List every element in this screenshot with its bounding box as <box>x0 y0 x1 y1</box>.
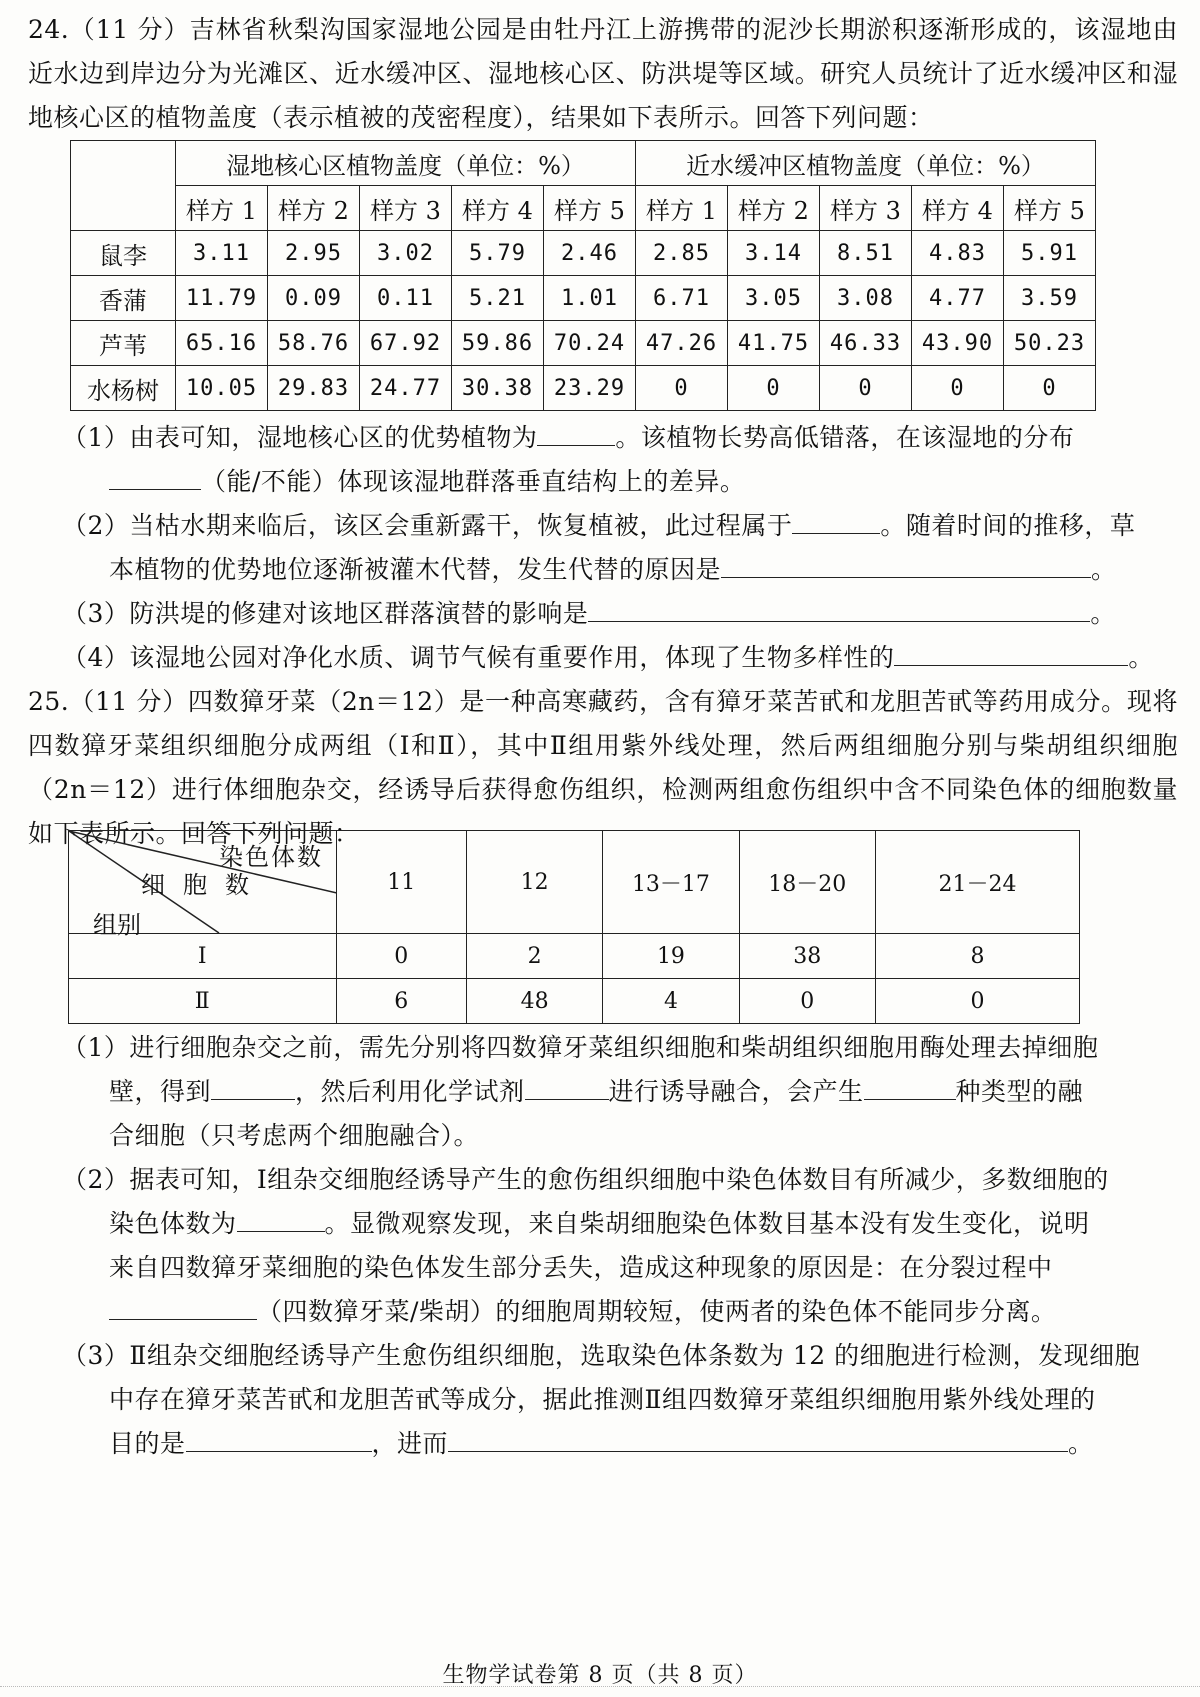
column-header-sample: 样方 4 <box>452 186 544 231</box>
coverage-value-cell: 4.77 <box>912 276 1004 321</box>
answer-blank[interactable] <box>792 505 880 534</box>
q24-s1-text-c: （能/不能）体现该湿地群落垂直结构上的差异。 <box>201 467 746 496</box>
coverage-value-cell: 8.51 <box>820 231 912 276</box>
q24-s1-text-a: （1）由表可知，湿地核心区的优势植物为 <box>62 423 538 452</box>
q24-coverage-table <box>70 140 1096 411</box>
core-zone-header: 湿地核心区植物盖度（单位：%） <box>176 141 636 186</box>
coverage-value-cell: 29.83 <box>268 366 360 411</box>
cell-count-value: 0 <box>875 979 1079 1024</box>
coverage-value-cell: 4.83 <box>912 231 1004 276</box>
q25-s1-text-f: 合细胞（只考虑两个细胞融合）。 <box>109 1121 480 1150</box>
cell-count-value: 0 <box>336 934 466 979</box>
column-header-sample: 样方 2 <box>728 186 820 231</box>
coverage-value-cell: 50.23 <box>1004 321 1096 366</box>
coverage-value-cell: 3.08 <box>820 276 912 321</box>
coverage-value-cell: 41.75 <box>728 321 820 366</box>
answer-blank[interactable] <box>525 1071 609 1100</box>
q25-s3-text-c: 目的是 <box>109 1429 186 1458</box>
q25-s1-text-c: ，然后利用化学试剂 <box>295 1077 525 1106</box>
answer-blank[interactable] <box>448 1423 1068 1452</box>
diagonal-header-cell <box>69 831 337 939</box>
q25-chromosome-table <box>68 830 1080 1024</box>
answer-blank[interactable] <box>109 461 201 490</box>
cell-count-value: 0 <box>739 979 875 1024</box>
q24-s2-text-c: 本植物的优势地位逐渐被灌木代替，发生代替的原因是 <box>109 555 722 584</box>
coverage-value-cell: 58.76 <box>268 321 360 366</box>
q24-s1-text-b: 。该植物长势高低错落，在该湿地的分布 <box>615 423 1075 452</box>
coverage-value-cell: 0 <box>728 366 820 411</box>
coverage-value-cell: 3.11 <box>176 231 268 276</box>
q24-stem: 24.（11 分）吉林省秋梨沟国家湿地公园是由牡丹江上游携带的泥沙长期淤积逐渐形成的，该湿地由近水边到岸边分为光滩区、近水缓冲区、湿地核心区、防洪堤等区域。研究人员统计了近水缓冲区和湿地核心区的植物盖度（表示植被的茂密程度），结果如下表所示。回答下列问题： <box>28 15 1178 132</box>
coverage-value-cell: 1.01 <box>544 276 636 321</box>
coverage-value-cell: 46.33 <box>820 321 912 366</box>
table-row <box>71 366 1096 411</box>
plant-name-cell: 芦苇 <box>71 321 176 366</box>
coverage-value-cell: 10.05 <box>176 366 268 411</box>
q24-s4-text-a: （4）该湿地公园对净化水质、调节气候有重要作用，体现了生物多样性的 <box>62 643 895 672</box>
answer-blank[interactable] <box>864 1071 956 1100</box>
table-row <box>71 321 1096 366</box>
plant-name-cell: 鼠李 <box>71 231 176 276</box>
coverage-value-cell: 0 <box>820 366 912 411</box>
q25-s2-text-c: 。显微观察发现，来自柴胡细胞染色体数目基本没有发生变化，说明 <box>324 1209 1090 1238</box>
header-group: 组别 <box>93 911 141 939</box>
q24-s2-text-b: 。随着时间的推移，草 <box>880 511 1136 540</box>
q25-s1-text-d: 进行诱导融合，会产生 <box>608 1077 864 1106</box>
buffer-zone-header: 近水缓冲区植物盖度（单位：%） <box>636 141 1096 186</box>
cell-count-value: 19 <box>603 934 739 979</box>
cell-count-value: 2 <box>466 934 602 979</box>
coverage-value-cell: 5.79 <box>452 231 544 276</box>
cell-count-value: 8 <box>875 934 1079 979</box>
coverage-value-cell: 67.92 <box>360 321 452 366</box>
coverage-value-cell: 65.16 <box>176 321 268 366</box>
coverage-value-cell: 0.11 <box>360 276 452 321</box>
q25-s2-text-b: 染色体数为 <box>109 1209 237 1238</box>
q25-s3-text-b: 中存在獐牙菜苦甙和龙胆苦甙等成分，据此推测Ⅱ组四数獐牙菜组织细胞用紫外线处理的 <box>109 1385 1096 1414</box>
header-chromosome-count: 染色体数 <box>219 843 323 871</box>
q24-s2-text-a: （2）当枯水期来临后，该区会重新露干，恢复植被，此过程属于 <box>62 511 793 540</box>
answer-blank[interactable] <box>109 1291 257 1320</box>
coverage-value-cell: 59.86 <box>452 321 544 366</box>
plant-name-cell: 香蒲 <box>71 276 176 321</box>
cell-count-value: 4 <box>603 979 739 1024</box>
answer-blank[interactable] <box>237 1203 325 1232</box>
answer-blank[interactable] <box>588 593 1090 622</box>
table-row <box>69 934 1080 979</box>
q25-s2-text-d: 来自四数獐牙菜细胞的染色体发生部分丢失，造成这种现象的原因是：在分裂过程中 <box>109 1253 1053 1282</box>
coverage-value-cell: 2.46 <box>544 231 636 276</box>
period: 。 <box>1128 643 1154 672</box>
column-header-sample: 样方 5 <box>544 186 636 231</box>
column-header-sample: 样方 4 <box>912 186 1004 231</box>
answer-blank[interactable] <box>537 417 615 446</box>
q25-s2-text-a: （2）据表可知，Ⅰ组杂交细胞经诱导产生的愈伤组织细胞中染色体数目有所减少，多数细胞的 <box>62 1165 1109 1194</box>
coverage-value-cell: 0 <box>1004 366 1096 411</box>
column-header-chromosome-range: 11 <box>336 831 466 934</box>
column-header-sample: 样方 3 <box>360 186 452 231</box>
period: 。 <box>1068 1429 1094 1458</box>
q25-s2-text-e: （四数獐牙菜/柴胡）的细胞周期较短，使两者的染色体不能同步分离。 <box>257 1297 1057 1326</box>
table-row <box>69 979 1080 1024</box>
column-header-sample: 样方 1 <box>176 186 268 231</box>
table-row <box>71 231 1096 276</box>
coverage-value-cell: 3.02 <box>360 231 452 276</box>
column-header-chromosome-range: 21－24 <box>875 831 1079 934</box>
q24-s3-text-a: （3）防洪堤的修建对该地区群落演替的影响是 <box>62 599 589 628</box>
coverage-value-cell: 2.95 <box>268 231 360 276</box>
q25-subquestions <box>62 1026 1182 1466</box>
coverage-value-cell: 0.09 <box>268 276 360 321</box>
coverage-value-cell: 3.59 <box>1004 276 1096 321</box>
coverage-value-cell: 5.21 <box>452 276 544 321</box>
q25-s1-text-e: 种类型的融 <box>955 1077 1084 1106</box>
answer-blank[interactable] <box>186 1423 372 1452</box>
cell-count-value: 38 <box>739 934 875 979</box>
coverage-value-cell: 24.77 <box>360 366 452 411</box>
q25-s1-text-b: 壁，得到 <box>109 1077 212 1106</box>
coverage-value-cell: 0 <box>636 366 728 411</box>
period: 。 <box>1091 555 1117 584</box>
answer-blank[interactable] <box>894 637 1128 666</box>
group-label-cell: Ⅰ <box>69 934 337 979</box>
column-header-sample: 样方 2 <box>268 186 360 231</box>
q25-s3-text-a: （3）Ⅱ组杂交细胞经诱导产生愈伤组织细胞，选取染色体条数为 12 的细胞进行检测，发现细胞 <box>62 1341 1141 1370</box>
group-label-cell: Ⅱ <box>69 979 337 1024</box>
coverage-value-cell: 2.85 <box>636 231 728 276</box>
coverage-value-cell: 47.26 <box>636 321 728 366</box>
table-row <box>71 276 1096 321</box>
coverage-value-cell: 43.90 <box>912 321 1004 366</box>
column-header-sample: 样方 3 <box>820 186 912 231</box>
column-header-chromosome-range: 12 <box>466 831 602 934</box>
column-header-sample: 样方 5 <box>1004 186 1096 231</box>
q24-subquestions <box>62 416 1182 680</box>
coverage-value-cell: 3.14 <box>728 231 820 276</box>
coverage-value-cell: 0 <box>912 366 1004 411</box>
coverage-value-cell: 3.05 <box>728 276 820 321</box>
coverage-value-cell: 70.24 <box>544 321 636 366</box>
cell-count-value: 6 <box>336 979 466 1024</box>
table-corner-cell <box>71 141 176 231</box>
coverage-value-cell: 23.29 <box>544 366 636 411</box>
coverage-value-cell: 11.79 <box>176 276 268 321</box>
answer-blank[interactable] <box>211 1071 295 1100</box>
column-header-sample: 样方 1 <box>636 186 728 231</box>
column-header-chromosome-range: 18－20 <box>739 831 875 934</box>
header-cell-count: 细胞数 <box>141 871 267 899</box>
q25-s3-text-d: ，进而 <box>371 1429 449 1458</box>
q25-s1-line1: （1）进行细胞杂交之前，需先分别将四数獐牙菜组织细胞和柴胡组织细胞用酶处理去掉细胞 <box>62 1033 1099 1062</box>
coverage-value-cell: 6.71 <box>636 276 728 321</box>
q25-stem: 25.（11 分）四数獐牙菜（2n＝12）是一种高寒藏药，含有獐牙菜苦甙和龙胆苦甙等药用成分。现将四数獐牙菜组织细胞分成两组（Ⅰ和Ⅱ），其中Ⅱ组用紫外线处理，然后两组细胞分别与柴胡组织细胞（2n＝12）进行体细胞杂交，经诱导后获得愈伤组织，检测两组愈伤组织中含不同染色体的细胞数量如下表所示。回答下列问题： <box>28 687 1178 848</box>
page-footer: 生物学试卷第 8 页（共 8 页） <box>442 1663 758 1688</box>
column-header-chromosome-range: 13－17 <box>603 831 739 934</box>
cell-count-value: 48 <box>466 979 602 1024</box>
bottom-dotted-line <box>0 1686 1200 1687</box>
period: 。 <box>1090 599 1116 628</box>
coverage-value-cell: 5.91 <box>1004 231 1096 276</box>
plant-name-cell: 水杨树 <box>71 366 176 411</box>
coverage-value-cell: 30.38 <box>452 366 544 411</box>
answer-blank[interactable] <box>721 549 1091 578</box>
